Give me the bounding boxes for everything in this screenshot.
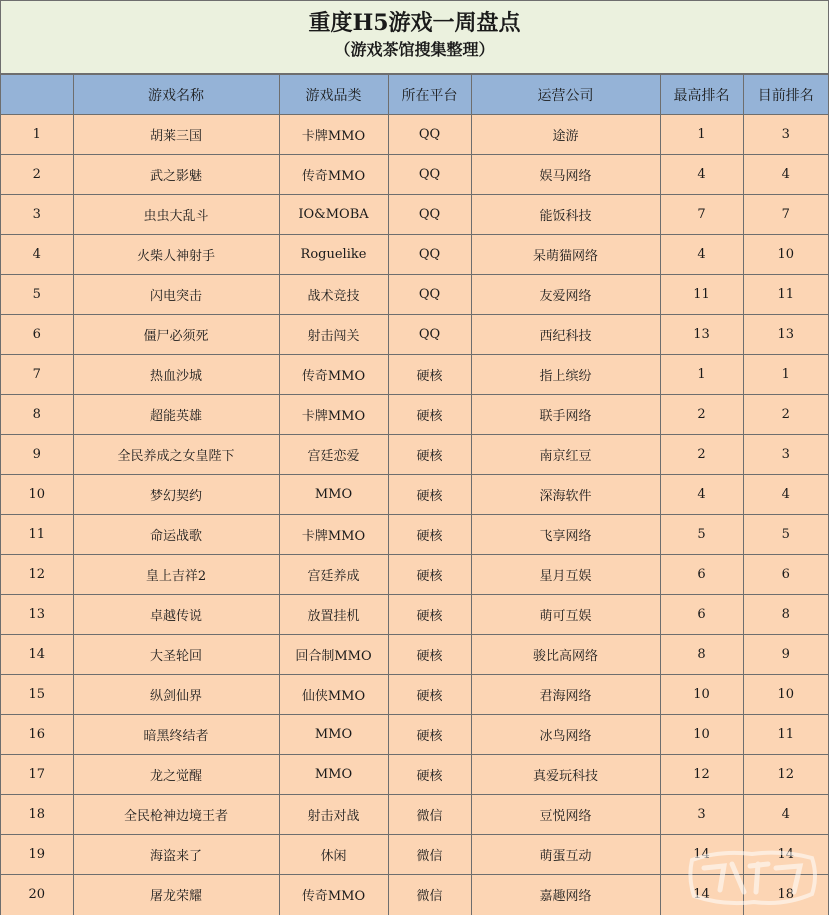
cell-index: 16 [1, 715, 73, 755]
cell-current-rank: 8 [743, 595, 828, 635]
table-row [1, 835, 828, 875]
cell-platform: 硬核 [388, 555, 471, 595]
cell-game-name: 海盗来了 [73, 835, 279, 875]
cell-peak-rank: 5 [660, 515, 743, 555]
table-row [1, 795, 828, 835]
cell-current-rank: 7 [743, 195, 828, 235]
cell-peak-rank: 2 [660, 435, 743, 475]
cell-index: 1 [1, 115, 73, 155]
cell-genre: 回合制MMO [279, 635, 388, 675]
cell-company: 联手网络 [471, 395, 660, 435]
cell-index: 3 [1, 195, 73, 235]
cell-company: 娱马网络 [471, 155, 660, 195]
cell-company: 南京红豆 [471, 435, 660, 475]
cell-genre: 仙侠MMO [279, 675, 388, 715]
cell-index: 15 [1, 675, 73, 715]
cell-platform: 硬核 [388, 595, 471, 635]
cell-peak-rank: 13 [660, 315, 743, 355]
cell-game-name: 命运战歌 [73, 515, 279, 555]
cell-index: 17 [1, 755, 73, 795]
cell-genre: MMO [279, 475, 388, 515]
cell-current-rank: 14 [743, 835, 828, 875]
table-row [1, 355, 828, 395]
cell-platform: 硬核 [388, 515, 471, 555]
table-row [1, 115, 828, 155]
cell-platform: QQ [388, 155, 471, 195]
table-row [1, 155, 828, 195]
table-row [1, 315, 828, 355]
cell-platform: QQ [388, 195, 471, 235]
cell-current-rank: 6 [743, 555, 828, 595]
cell-index: 4 [1, 235, 73, 275]
page-title: 重度H5游戏一周盘点 [308, 10, 521, 36]
cell-company: 萌可互娱 [471, 595, 660, 635]
cell-game-name: 全民枪神边境王者 [73, 795, 279, 835]
cell-genre: 传奇MMO [279, 875, 388, 915]
table-row [1, 435, 828, 475]
table-row [1, 555, 828, 595]
cell-current-rank: 13 [743, 315, 828, 355]
header-game-name: 游戏名称 [73, 75, 279, 115]
cell-game-name: 武之影魅 [73, 155, 279, 195]
cell-peak-rank: 2 [660, 395, 743, 435]
cell-platform: 微信 [388, 835, 471, 875]
table-row [1, 195, 828, 235]
cell-index: 10 [1, 475, 73, 515]
table-row [1, 395, 828, 435]
cell-company: 萌蛋互动 [471, 835, 660, 875]
table-row [1, 635, 828, 675]
cell-company: 呆萌猫网络 [471, 235, 660, 275]
cell-company: 真爱玩科技 [471, 755, 660, 795]
cell-platform: QQ [388, 235, 471, 275]
cell-peak-rank: 4 [660, 475, 743, 515]
cell-platform: 硬核 [388, 355, 471, 395]
cell-platform: 微信 [388, 875, 471, 915]
cell-current-rank: 4 [743, 795, 828, 835]
page-subtitle: （游戏茶馆搜集整理） [334, 40, 495, 59]
cell-game-name: 僵尸必须死 [73, 315, 279, 355]
cell-genre: IO&MOBA [279, 195, 388, 235]
cell-game-name: 屠龙荣耀 [73, 875, 279, 915]
cell-genre: 传奇MMO [279, 155, 388, 195]
cell-peak-rank: 14 [660, 835, 743, 875]
cell-genre: 宫廷恋爱 [279, 435, 388, 475]
cell-company: 飞享网络 [471, 515, 660, 555]
cell-platform: 硬核 [388, 475, 471, 515]
cell-peak-rank: 6 [660, 595, 743, 635]
cell-peak-rank: 7 [660, 195, 743, 235]
title-block [1, 1, 828, 74]
cell-company: 君海网络 [471, 675, 660, 715]
header-platform: 所在平台 [388, 75, 471, 115]
cell-genre: 卡牌MMO [279, 115, 388, 155]
cell-platform: 硬核 [388, 635, 471, 675]
cell-platform: 硬核 [388, 395, 471, 435]
cell-peak-rank: 12 [660, 755, 743, 795]
cell-current-rank: 2 [743, 395, 828, 435]
cell-platform: 硬核 [388, 435, 471, 475]
cell-index: 2 [1, 155, 73, 195]
table-row [1, 875, 828, 915]
cell-genre: MMO [279, 755, 388, 795]
cell-company: 指上缤纷 [471, 355, 660, 395]
cell-genre: 战术竞技 [279, 275, 388, 315]
header-row [1, 75, 828, 115]
cell-genre: 休闲 [279, 835, 388, 875]
cell-game-name: 纵剑仙界 [73, 675, 279, 715]
cell-current-rank: 10 [743, 675, 828, 715]
cell-index: 14 [1, 635, 73, 675]
cell-peak-rank: 3 [660, 795, 743, 835]
cell-genre: 放置挂机 [279, 595, 388, 635]
cell-platform: QQ [388, 275, 471, 315]
table-row [1, 515, 828, 555]
cell-platform: 硬核 [388, 715, 471, 755]
table-body [1, 115, 828, 915]
table-row [1, 275, 828, 315]
cell-genre: MMO [279, 715, 388, 755]
cell-peak-rank: 4 [660, 155, 743, 195]
cell-game-name: 闪电突击 [73, 275, 279, 315]
cell-current-rank: 18 [743, 875, 828, 915]
cell-index: 18 [1, 795, 73, 835]
cell-genre: 射击对战 [279, 795, 388, 835]
cell-current-rank: 11 [743, 275, 828, 315]
cell-game-name: 全民养成之女皇陛下 [73, 435, 279, 475]
cell-platform: 硬核 [388, 755, 471, 795]
cell-index: 6 [1, 315, 73, 355]
cell-company: 途游 [471, 115, 660, 155]
cell-game-name: 火柴人神射手 [73, 235, 279, 275]
cell-peak-rank: 10 [660, 715, 743, 755]
cell-current-rank: 1 [743, 355, 828, 395]
cell-index: 7 [1, 355, 73, 395]
cell-index: 5 [1, 275, 73, 315]
cell-index: 9 [1, 435, 73, 475]
cell-game-name: 皇上吉祥2 [73, 555, 279, 595]
cell-game-name: 大圣轮回 [73, 635, 279, 675]
cell-company: 豆悦网络 [471, 795, 660, 835]
cell-game-name: 龙之觉醒 [73, 755, 279, 795]
cell-platform: QQ [388, 115, 471, 155]
cell-game-name: 梦幻契约 [73, 475, 279, 515]
cell-peak-rank: 8 [660, 635, 743, 675]
cell-peak-rank: 1 [660, 115, 743, 155]
cell-platform: QQ [388, 315, 471, 355]
cell-game-name: 暗黑终结者 [73, 715, 279, 755]
cell-peak-rank: 10 [660, 675, 743, 715]
cell-company: 友爱网络 [471, 275, 660, 315]
cell-company: 深海软件 [471, 475, 660, 515]
table-row [1, 715, 828, 755]
header-company: 运营公司 [471, 75, 660, 115]
header-index [1, 75, 73, 115]
cell-genre: 卡牌MMO [279, 395, 388, 435]
cell-company: 冰鸟网络 [471, 715, 660, 755]
table-row [1, 675, 828, 715]
cell-current-rank: 4 [743, 475, 828, 515]
cell-company: 骏比高网络 [471, 635, 660, 675]
cell-peak-rank: 11 [660, 275, 743, 315]
cell-genre: 传奇MMO [279, 355, 388, 395]
cell-platform: 硬核 [388, 675, 471, 715]
cell-current-rank: 5 [743, 515, 828, 555]
cell-current-rank: 4 [743, 155, 828, 195]
cell-company: 星月互娱 [471, 555, 660, 595]
cell-company: 嘉趣网络 [471, 875, 660, 915]
cell-index: 12 [1, 555, 73, 595]
cell-game-name: 虫虫大乱斗 [73, 195, 279, 235]
header-current-rank: 目前排名 [743, 75, 828, 115]
cell-current-rank: 10 [743, 235, 828, 275]
cell-index: 20 [1, 875, 73, 915]
table-row [1, 475, 828, 515]
cell-index: 19 [1, 835, 73, 875]
cell-index: 8 [1, 395, 73, 435]
header-genre: 游戏品类 [279, 75, 388, 115]
cell-current-rank: 11 [743, 715, 828, 755]
cell-peak-rank: 14 [660, 875, 743, 915]
cell-genre: 宫廷养成 [279, 555, 388, 595]
cell-game-name: 热血沙城 [73, 355, 279, 395]
cell-platform: 微信 [388, 795, 471, 835]
cell-company: 西纪科技 [471, 315, 660, 355]
cell-company: 能饭科技 [471, 195, 660, 235]
cell-genre: Roguelike [279, 235, 388, 275]
cell-peak-rank: 1 [660, 355, 743, 395]
cell-game-name: 卓越传说 [73, 595, 279, 635]
cell-genre: 射击闯关 [279, 315, 388, 355]
cell-index: 13 [1, 595, 73, 635]
cell-genre: 卡牌MMO [279, 515, 388, 555]
cell-current-rank: 3 [743, 435, 828, 475]
cell-current-rank: 9 [743, 635, 828, 675]
ranking-table [1, 74, 828, 915]
table-row [1, 595, 828, 635]
cell-index: 11 [1, 515, 73, 555]
table-row [1, 235, 828, 275]
table-row [1, 755, 828, 795]
cell-peak-rank: 6 [660, 555, 743, 595]
header-peak-rank: 最高排名 [660, 75, 743, 115]
cell-current-rank: 3 [743, 115, 828, 155]
cell-peak-rank: 4 [660, 235, 743, 275]
cell-game-name: 超能英雄 [73, 395, 279, 435]
cell-game-name: 胡莱三国 [73, 115, 279, 155]
cell-current-rank: 12 [743, 755, 828, 795]
